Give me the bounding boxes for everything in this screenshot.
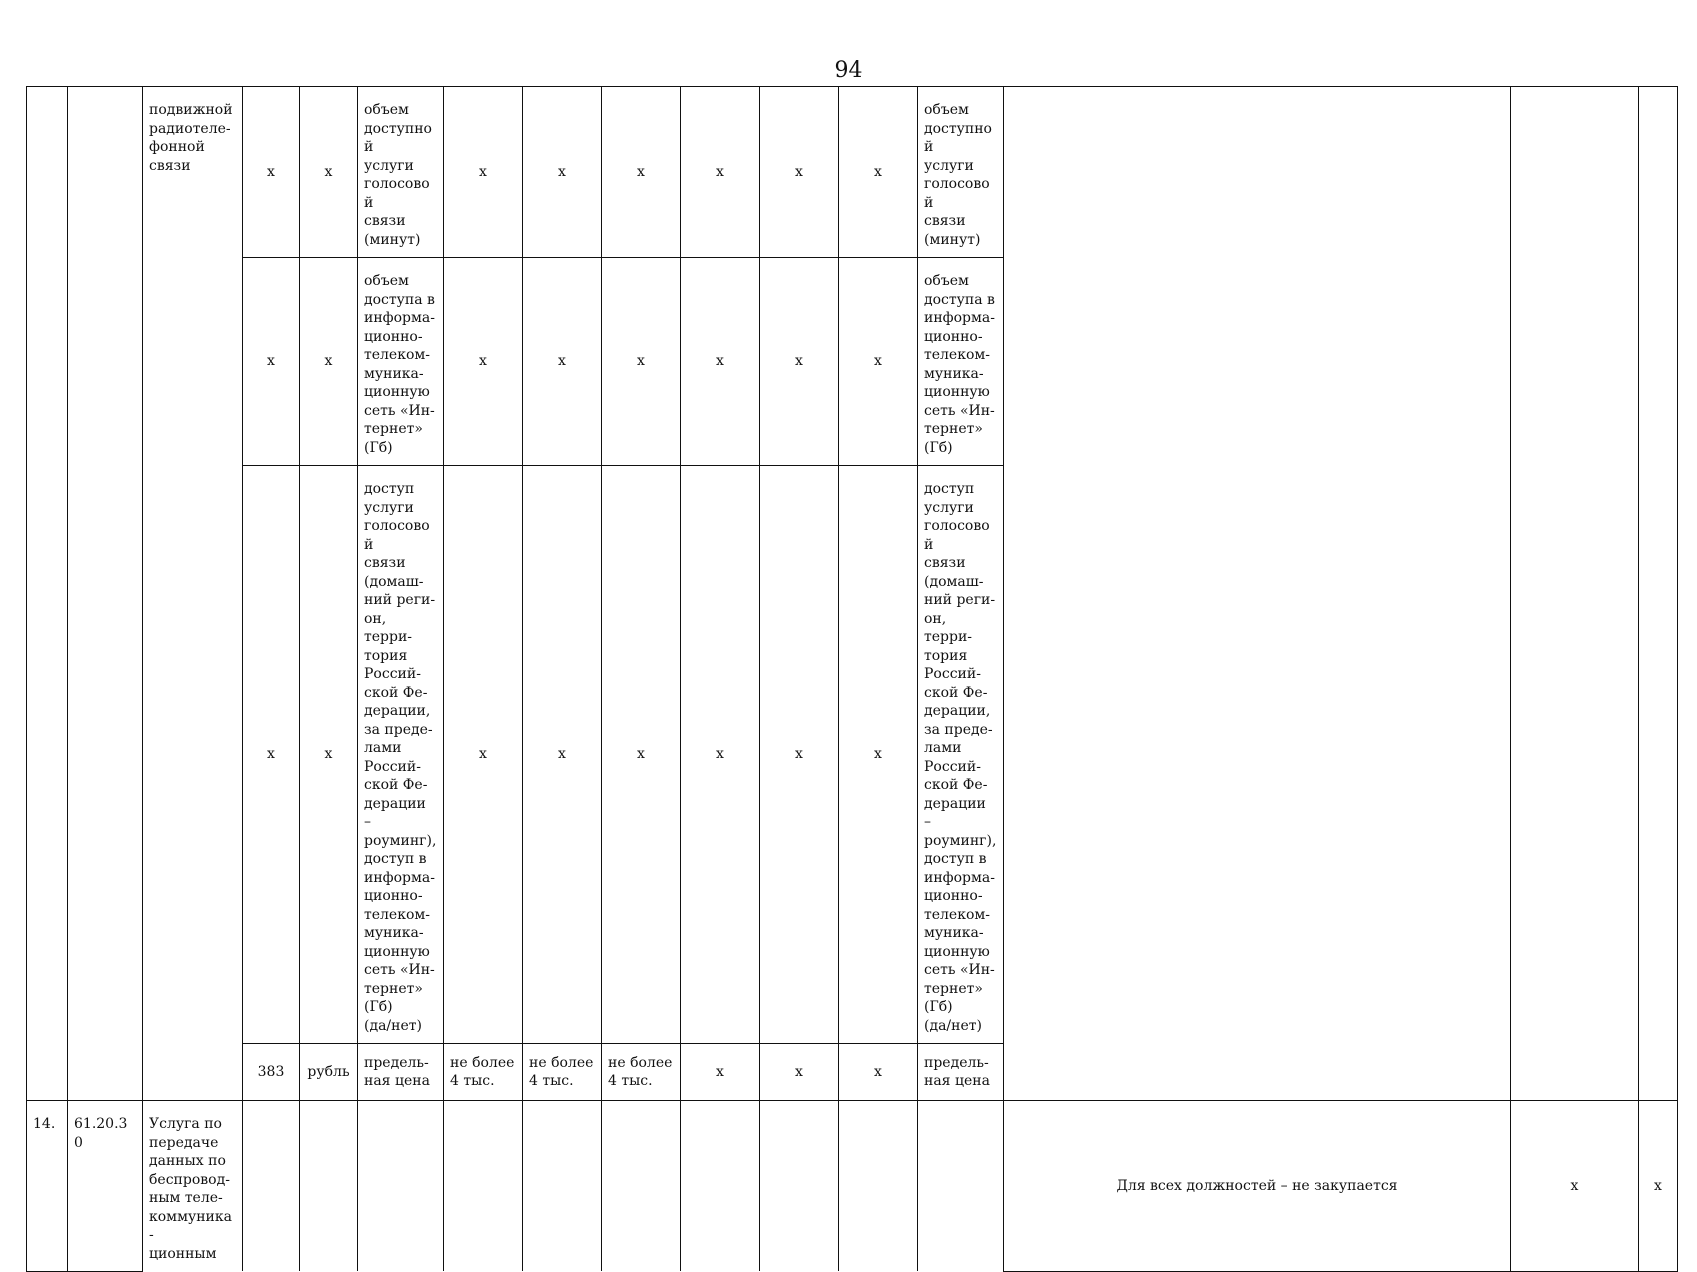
value-cell: х [602, 466, 681, 1044]
value-cell: х [839, 87, 918, 258]
characteristic-cell: доступ услуги голосовой связи (домаш- ний реги- он, терри- тория Россий- ской Фе- дерации, за преде- лами Россий- ской Фе- дерации – роуминг), доступ в информа- ционно- телеком- муника- ционную сеть «Ин- тернет» (Гб) (да/нет) [358, 466, 444, 1044]
value-cell: х [760, 258, 839, 466]
empty-cell [444, 1101, 523, 1272]
value-cell: х [839, 258, 918, 466]
note-cell: Для всех должностей – не закупается [1004, 1101, 1511, 1272]
characteristic-cell-2: объем доступной услуги голосовой связи (минут) [918, 87, 1004, 258]
unit-code-cell: 383 [243, 1044, 300, 1101]
unit-name-cell: х [300, 87, 358, 258]
characteristic-cell-2: предель- ная цена [918, 1044, 1004, 1101]
value-cell: х [1511, 1101, 1639, 1272]
value-cell: не более 4 тыс. [602, 1044, 681, 1101]
unit-code-cell: х [243, 258, 300, 466]
characteristic-cell-2: объем доступа в информа- ционно- телеком- муника- ционную сеть «Ин- тернет» (Гб) [918, 258, 1004, 466]
note-cell [1004, 87, 1511, 1101]
characteristic-cell-2: доступ услуги голосовой связи (домаш- ний реги- он, терри- тория Россий- ской Фе- дерации, за преде- лами Россий- ской Фе- дерации – роуминг), доступ в информа- ционно- телеком- муника- ционную сеть «Ин- тернет» (Гб) (да/нет) [918, 466, 1004, 1044]
unit-code-cell: х [243, 466, 300, 1044]
unit-name-cell: рубль [300, 1044, 358, 1101]
unit-name-cell: х [300, 258, 358, 466]
empty-cell [602, 1101, 681, 1272]
empty-cell [358, 1101, 444, 1272]
empty-cell [300, 1101, 358, 1272]
empty-cell [839, 1101, 918, 1272]
value-cell: х [681, 87, 760, 258]
requirements-table [26, 86, 1678, 1272]
value-cell: не более 4 тыс. [523, 1044, 602, 1101]
characteristic-cell: объем доступной услуги голосовой связи (минут) [358, 87, 444, 258]
value-cell: х [839, 1044, 918, 1101]
value-cell: х [839, 466, 918, 1044]
value-cell: х [523, 87, 602, 258]
extra-cell [1639, 87, 1678, 1101]
item-name-cell: подвижной радиотеле- фонной связи [143, 87, 243, 1101]
table-row [27, 87, 1678, 258]
value-cell: х [681, 1044, 760, 1101]
extra-cell [1511, 87, 1639, 1101]
empty-cell [681, 1101, 760, 1272]
value-cell: х [681, 258, 760, 466]
value-cell: х [681, 466, 760, 1044]
value-cell: х [444, 258, 523, 466]
empty-cell [523, 1101, 602, 1272]
value-cell: х [444, 466, 523, 1044]
unit-code-cell: х [243, 87, 300, 258]
value-cell: х [523, 466, 602, 1044]
item-name-cell: Услуга по передаче данных по беспровод- ным теле- коммуника- ционным [143, 1101, 243, 1272]
characteristic-cell: объем доступа в информа- ционно- телеком- муника- ционную сеть «Ин- тернет» (Гб) [358, 258, 444, 466]
value-cell: х [444, 87, 523, 258]
value-cell: х [760, 1044, 839, 1101]
table-row [27, 1101, 1678, 1272]
value-cell: х [602, 258, 681, 466]
row-number-cell: 14. [27, 1101, 68, 1272]
value-cell: х [760, 87, 839, 258]
empty-cell [760, 1101, 839, 1272]
empty-cell [918, 1101, 1004, 1272]
value-cell: х [602, 87, 681, 258]
value-cell: х [1639, 1101, 1678, 1272]
page-number: 94 [834, 58, 863, 83]
value-cell: х [523, 258, 602, 466]
okpd-code-cell [68, 87, 143, 1101]
empty-cell [243, 1101, 300, 1272]
row-number-cell [27, 87, 68, 1101]
value-cell: х [760, 466, 839, 1044]
characteristic-cell: предель- ная цена [358, 1044, 444, 1101]
okpd-code-cell: 61.20.30 [68, 1101, 143, 1272]
unit-name-cell: х [300, 466, 358, 1044]
value-cell: не более 4 тыс. [444, 1044, 523, 1101]
